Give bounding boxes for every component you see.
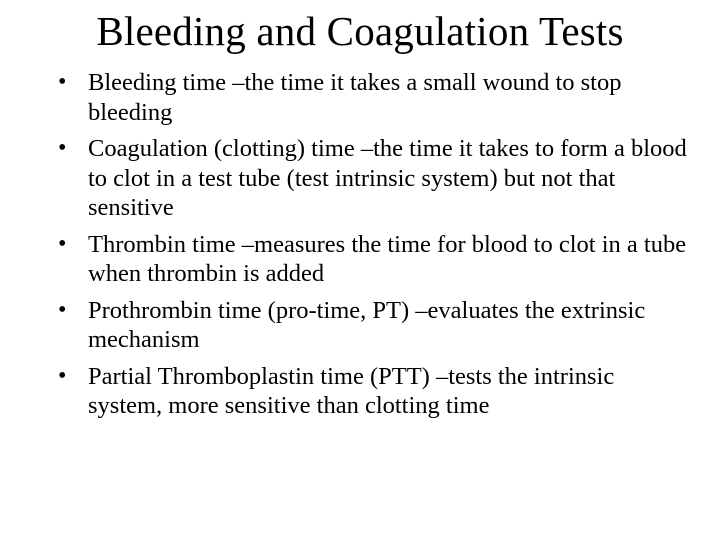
bullet-text: Partial Thromboplastin time (PTT) –tests the intrinsic system, more sensitive than clotting time <box>88 362 615 419</box>
bullet-list <box>52 68 692 428</box>
bullet-item <box>52 68 692 127</box>
bullet-dot-icon: • <box>58 230 67 257</box>
bullet-dot-icon: • <box>58 69 67 95</box>
bullet-dot-icon: • <box>58 362 67 389</box>
bullet-item <box>52 230 692 289</box>
bullet-item <box>52 362 692 421</box>
bullet-text: Coagulation (clotting) time –the time it takes to form a blood to clot in a test tube (test intrinsic system) but not that sensitive <box>88 135 687 221</box>
bullet-dot-icon: • <box>58 296 67 323</box>
bullet-item <box>52 134 692 223</box>
bullet-text: Prothrombin time (pro-time, PT) –evaluates the extrinsic mechanism <box>88 296 646 353</box>
bullet-text: Bleeding time –the time it takes a small wound to stop bleeding <box>88 69 622 126</box>
bullet-item <box>52 296 692 355</box>
slide-title: Bleeding and Coagulation Tests <box>96 8 624 54</box>
bullet-dot-icon: • <box>58 135 67 161</box>
bullet-text: Thrombin time –measures the time for blood to clot in a tube when thrombin is added <box>88 230 687 287</box>
